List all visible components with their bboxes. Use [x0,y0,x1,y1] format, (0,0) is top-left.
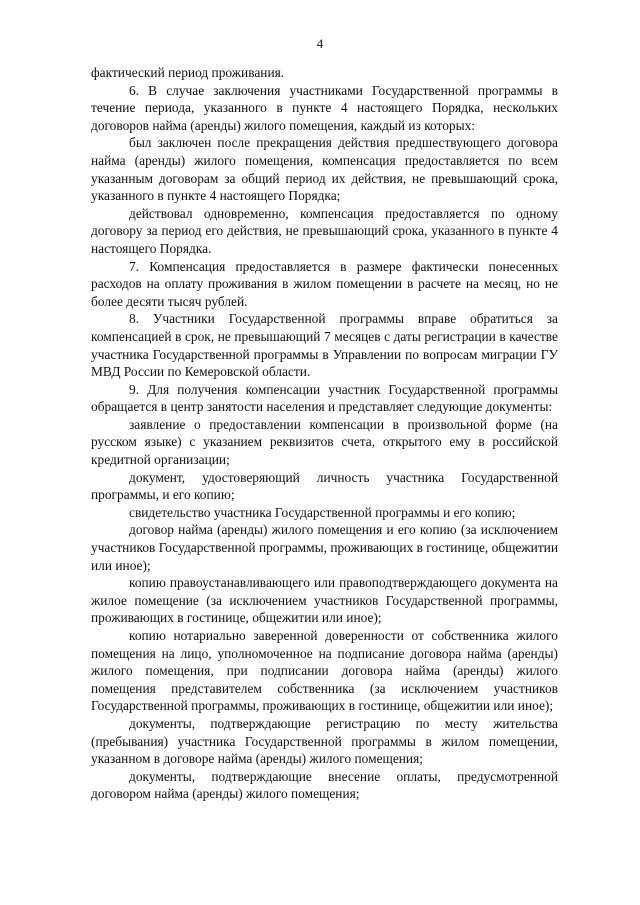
paragraph-item-9: 9. Для получения компенсации участник Государственной программы обращается в центр занятости населения и представляет следующие документы: [91,381,558,415]
paragraph-item-6-case-2: действовал одновременно, компенсация предоставляется по одному договору за период его действия, не превышающий срока, указанного в пункте 4 настоящего Порядка. [91,205,558,256]
paragraph-item-7: 7. Компенсация предоставляется в размере фактически понесенных расходов на оплату проживания в жилом помещении в расчете на месяц, но не более десяти тысяч рублей. [91,258,558,309]
document-list-item: заявление о предоставлении компенсации в произвольной форме (на русском языке) с указанием реквизитов счета, открытого ему в российской кредитной организации; [91,416,558,468]
document-list-item: документ, удостоверяющий личность участника Государственной программы, и его копию; [91,469,558,503]
document-list-item: договор найма (аренды) жилого помещения и его копию (за исключением участников Государственной программы, проживающих в гостинице, общежитии или иное); [91,522,558,573]
document-list-item: документы, подтверждающие регистрацию по месту жительства (пребывания) участника Государственной программы в жилом помещении, указанном в договоре найма (аренды) жилого помещения; [91,715,558,767]
paragraph-item-6: 6. В случае заключения участниками Государственной программы в течение периода, указанного в пункте 4 настоящего Порядка, нескольких договоров найма (аренды) жилого помещения, каждый из которых: [91,82,558,133]
document-list-item: документы, подтверждающие внесение оплаты, предусмотренной договором найма (аренды) жилого помещения; [91,768,558,802]
paragraph-item-6-case-1: был заключен после прекращения действия предшествующего договора найма (аренды) жилого помещения, компенсация предоставляется по всем указанным договорам за общий период их действия, не превышающий срока, указанного в пункте 4 настоящего Порядка; [91,135,558,204]
paragraph-item-8: 8. Участники Государственной программы вправе обратиться за компенсацией в срок, не превышающий 7 месяцев с даты регистрации в качестве участника Государственной программы в Управлении по вопросам миграции ГУ МВД России по Кемеровской области. [91,311,558,380]
document-list-item: копию правоустанавливающего или правоподтверждающего документа на жилое помещение (за исключением участников Государственной программы, проживающих в гостинице, общежитии или иное); [91,575,558,626]
document-body [91,64,558,803]
paragraph-continuation: фактический период проживания. [91,65,285,80]
document-list-item: свидетельство участника Государственной программы и его копию; [129,504,516,520]
document-list-item: копию нотариально заверенной доверенности от собственника жилого помещения на лицо, уполномоченное на подписание договора найма (аренды) жилого помещения, при подписании договора найма (аренды) жилого помещения представителем собственника (за исключением участников Государственной программы, проживающих в гостинице, общежитии или иное); [91,628,558,714]
page-number: 4 [316,36,324,51]
